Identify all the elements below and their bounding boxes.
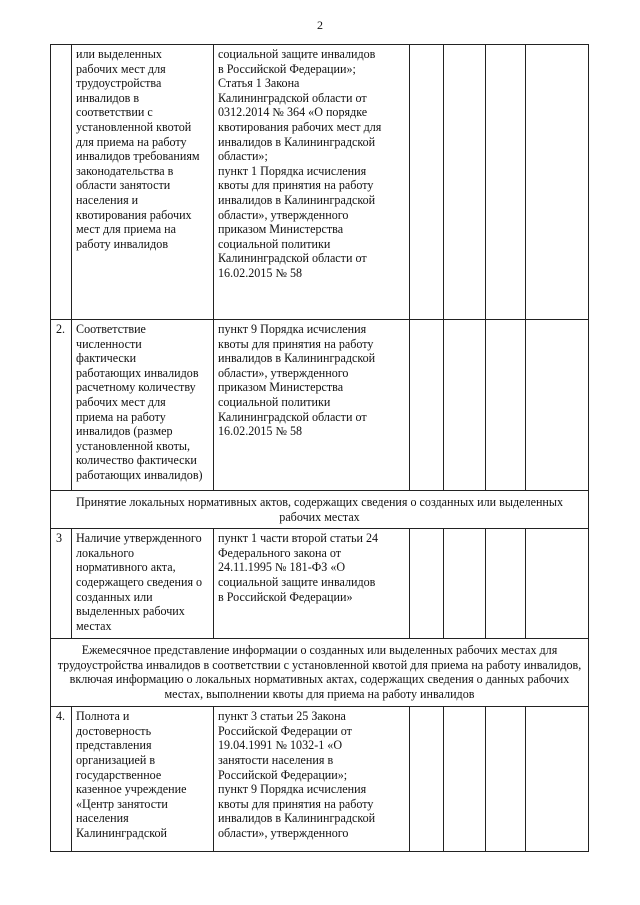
- note-cell: [526, 707, 589, 852]
- row-number: 4.: [51, 707, 72, 852]
- criterion-cell: Соответствие численности фактически работающих инвалидов расчетному количеству рабочих мест для приема на работу инвалидов (размер установленной квоты, количество фактически работающих инвалидов): [72, 320, 214, 491]
- section-header-monthly-reporting: Ежемесячное представление информации о созданных или выделенных рабочих местах для трудоустройства инвалидов в соответствии с установленной квотой для приема на работу инвалидов, включая информацию о локальных нормативных актах, содержащих сведения о данных рабочих местах, выполнении квоты для приема на работу инвалидов: [51, 639, 589, 707]
- answer-cell-no: [444, 45, 486, 320]
- criterion-cell: или выделенных рабочих мест для трудоустройства инвалидов в соответствии с установленной квотой для приема на работу инвалидов требованиям законодательства в области занятости населения и квотирования рабочих мест для приема на работу инвалидов: [72, 45, 214, 320]
- table-row: [51, 529, 589, 639]
- answer-cell-no: [444, 320, 486, 491]
- note-cell: [526, 529, 589, 639]
- answer-cell-no: [444, 707, 486, 852]
- answer-cell-na: [486, 320, 526, 491]
- answer-cell-yes: [410, 707, 444, 852]
- table-row: [51, 320, 589, 491]
- section-header-row: [51, 491, 589, 529]
- legal-reference-cell: пункт 1 части второй статьи 24 Федерального закона от 24.11.1995 № 181-ФЗ «О социальной защите инвалидов в Российской Федерации»: [214, 529, 410, 639]
- criterion-cell: Полнота и достоверность представления организацией в государственное казенное учреждение «Центр занятости населения Калининградской: [72, 707, 214, 852]
- page-number: 2: [317, 18, 323, 32]
- answer-cell-yes: [410, 45, 444, 320]
- legal-reference-cell: пункт 3 статьи 25 Закона Российской Федерации от 19.04.1991 № 1032-1 «О занятости населения в Российской Федерации»; пункт 9 Порядка исчисления квоты для принятия на работу инвалидов в Калининградской области», утвержденного: [214, 707, 410, 852]
- answer-cell-yes: [410, 529, 444, 639]
- answer-cell-no: [444, 529, 486, 639]
- note-cell: [526, 320, 589, 491]
- criterion-cell: Наличие утвержденного локального нормативного акта, содержащего сведения о созданных или выделенных рабочих местах: [72, 529, 214, 639]
- row-number: 3: [51, 529, 72, 639]
- note-cell: [526, 45, 589, 320]
- section-header-row: [51, 639, 589, 707]
- legal-reference-cell: пункт 9 Порядка исчисления квоты для принятия на работу инвалидов в Калининградской области», утвержденного приказом Министерства социальной политики Калининградской области от 16.02.2015 № 58: [214, 320, 410, 491]
- section-header-local-acts: Принятие локальных нормативных актов, содержащих сведения о созданных или выделенных рабочих местах: [51, 491, 589, 529]
- row-number: 2.: [51, 320, 72, 491]
- table-row: [51, 707, 589, 852]
- table-row: [51, 45, 589, 320]
- legal-reference-cell: социальной защите инвалидов в Российской Федерации»; Статья 1 Закона Калининградской области от 0312.2014 № 364 «О порядке квотирования рабочих мест для инвалидов в Калининградской области»; пункт 1 Порядка исчисления квоты для принятия на работу инвалидов в Калининградской области», утвержденного приказом Министерства социальной политики Калининградской области от 16.02.2015 № 58: [214, 45, 410, 320]
- answer-cell-na: [486, 707, 526, 852]
- answer-cell-na: [486, 529, 526, 639]
- row-number: [51, 45, 72, 320]
- answer-cell-na: [486, 45, 526, 320]
- inspection-checklist-table: [50, 44, 589, 852]
- answer-cell-yes: [410, 320, 444, 491]
